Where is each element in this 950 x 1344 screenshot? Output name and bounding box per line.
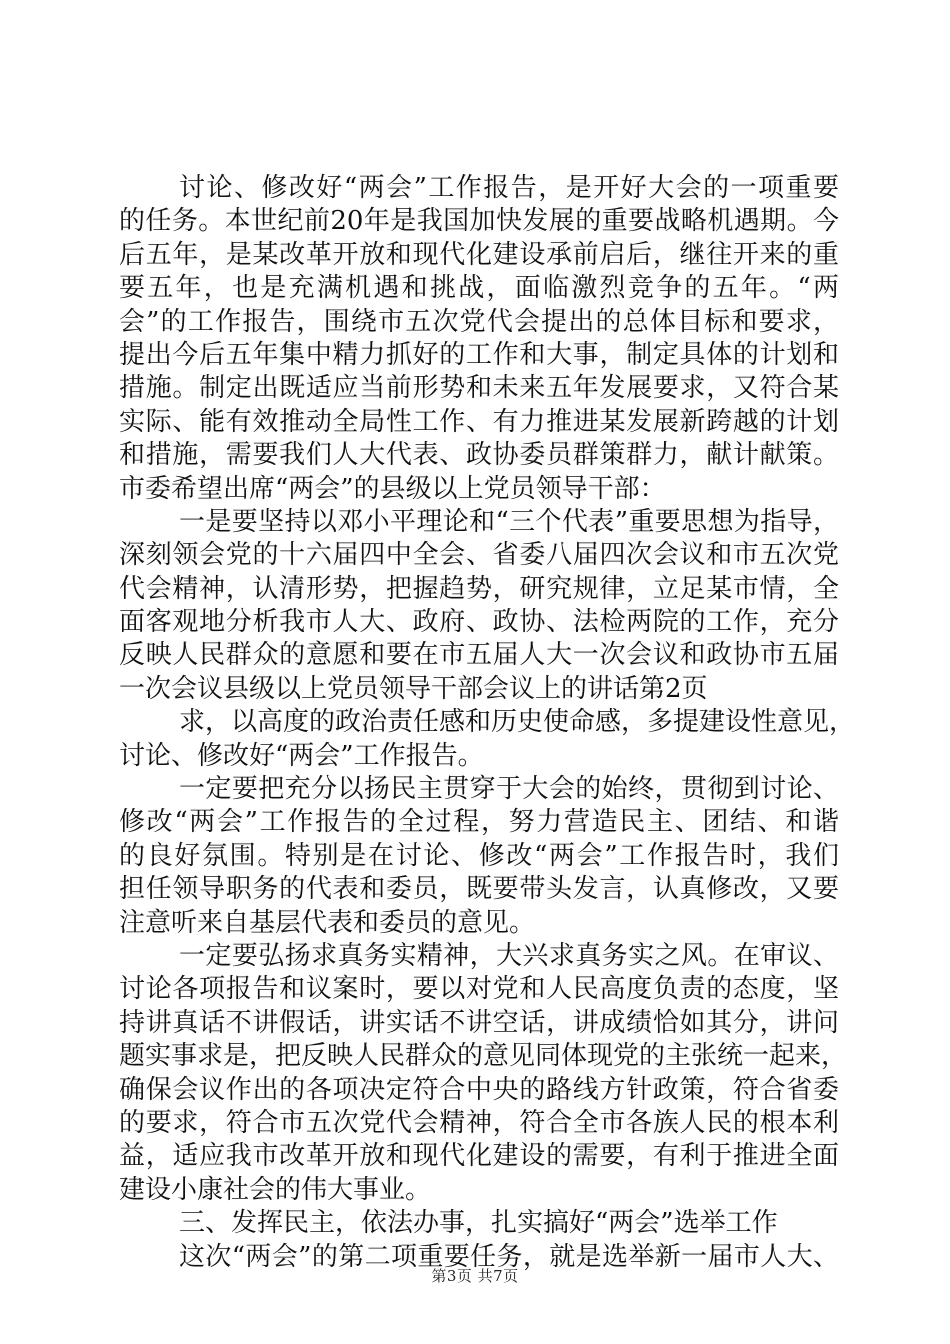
text-line: 反映人民群众的意愿和要在市五届人大一次会议和政协市五届 [119, 640, 839, 671]
text-line: 提出今后五年集中精力抓好的工作和大事，制定具体的计划和 [119, 339, 839, 370]
text-line: 讨论、修改好“两会”工作报告，是开好大会的一项重要 [179, 173, 839, 203]
text-line: 后五年，是某改革开放和现代化建设承前启后，继往开来的重 [119, 239, 839, 270]
text-line: 实际、能有效推动全局性工作、有力推进某发展新跨越的计划 [119, 406, 839, 437]
text-line: 深刻领会党的十六届四中全会、省委八届四次会议和市五次党 [119, 540, 839, 571]
text-line: 讨论各项报告和议案时，要以对党和人民高度负责的态度，坚 [119, 974, 839, 1005]
text-line: 一定要把充分以扬民主贯穿于大会的始终，贯彻到讨论、 [179, 774, 839, 805]
text-line: 代会精神，认清形势，把握趋势，研究规律，立足某市情，全 [119, 573, 839, 604]
text-line: 注意听来自基层代表和委员的意见。 [119, 907, 536, 938]
text-line: 修改“两会”工作报告的全过程，努力营造民主、团结、和谐 [119, 807, 839, 838]
text-line: 一定要弘扬求真务实精神，大兴求真务实之风。在审议、 [179, 940, 839, 971]
text-line: 措施。制定出既适应当前形势和未来五年发展要求，又符合某 [119, 373, 839, 404]
text-line: 持讲真话不讲假话，讲实话不讲空话，讲成绩恰如其分，讲问 [119, 1007, 839, 1038]
text-line: 确保会议作出的各项决定符合中央的路线方针政策，符合省委 [119, 1074, 839, 1105]
text-line: 面客观地分析我市人大、政府、政协、法检两院的工作，充分 [119, 607, 839, 638]
text-line: 这次“两会”的第二项重要任务，就是选举新一届市人大、 [179, 1241, 839, 1272]
text-line: 求，以高度的政治责任感和历史使命感，多提建设性意见， [179, 707, 856, 738]
text-line: 三、发挥民主，依法办事，扎实搞好“两会”选举工作 [179, 1208, 778, 1239]
text-line: 和措施，需要我们人大代表、政协委员群策群力，献计献策。 [119, 440, 839, 471]
text-line: 讨论、修改好“两会”工作报告。 [119, 740, 484, 771]
text-line: 市委希望出席“两会”的县级以上党员领导干部： [119, 473, 666, 504]
text-line: 的任务。本世纪前20年是我国加快发展的重要战略机遇期。今 [119, 206, 839, 237]
text-line: 一次会议县级以上党员领导干部会议上的讲话第2页 [119, 673, 708, 704]
body-text [119, 172, 856, 1274]
text-line: 担任领导职务的代表和委员，既要带头发言，认真修改，又要 [119, 874, 839, 905]
text-line: 的良好氛围。特别是在讨论、修改“两会”工作报告时，我们 [119, 840, 839, 871]
page-footer: 第3页 共7页 [431, 1267, 519, 1285]
text-line: 一是要坚持以邓小平理论和“三个代表”重要思想为指导， [179, 506, 839, 537]
text-line: 建设小康社会的伟大事业。 [119, 1174, 432, 1205]
text-line: 的要求，符合市五次党代会精神，符合全市各族人民的根本利 [119, 1107, 839, 1138]
text-line: 题实事求是，把反映人民群众的意见同体现党的主张统一起来， [119, 1041, 848, 1072]
text-line: 会”的工作报告，围绕市五次党代会提出的总体目标和要求， [119, 306, 839, 337]
text-line: 要五年，也是充满机遇和挑战，面临激烈竞争的五年。“两 [119, 273, 839, 304]
text-line: 益，适应我市改革开放和现代化建设的需要，有利于推进全面 [119, 1141, 839, 1172]
